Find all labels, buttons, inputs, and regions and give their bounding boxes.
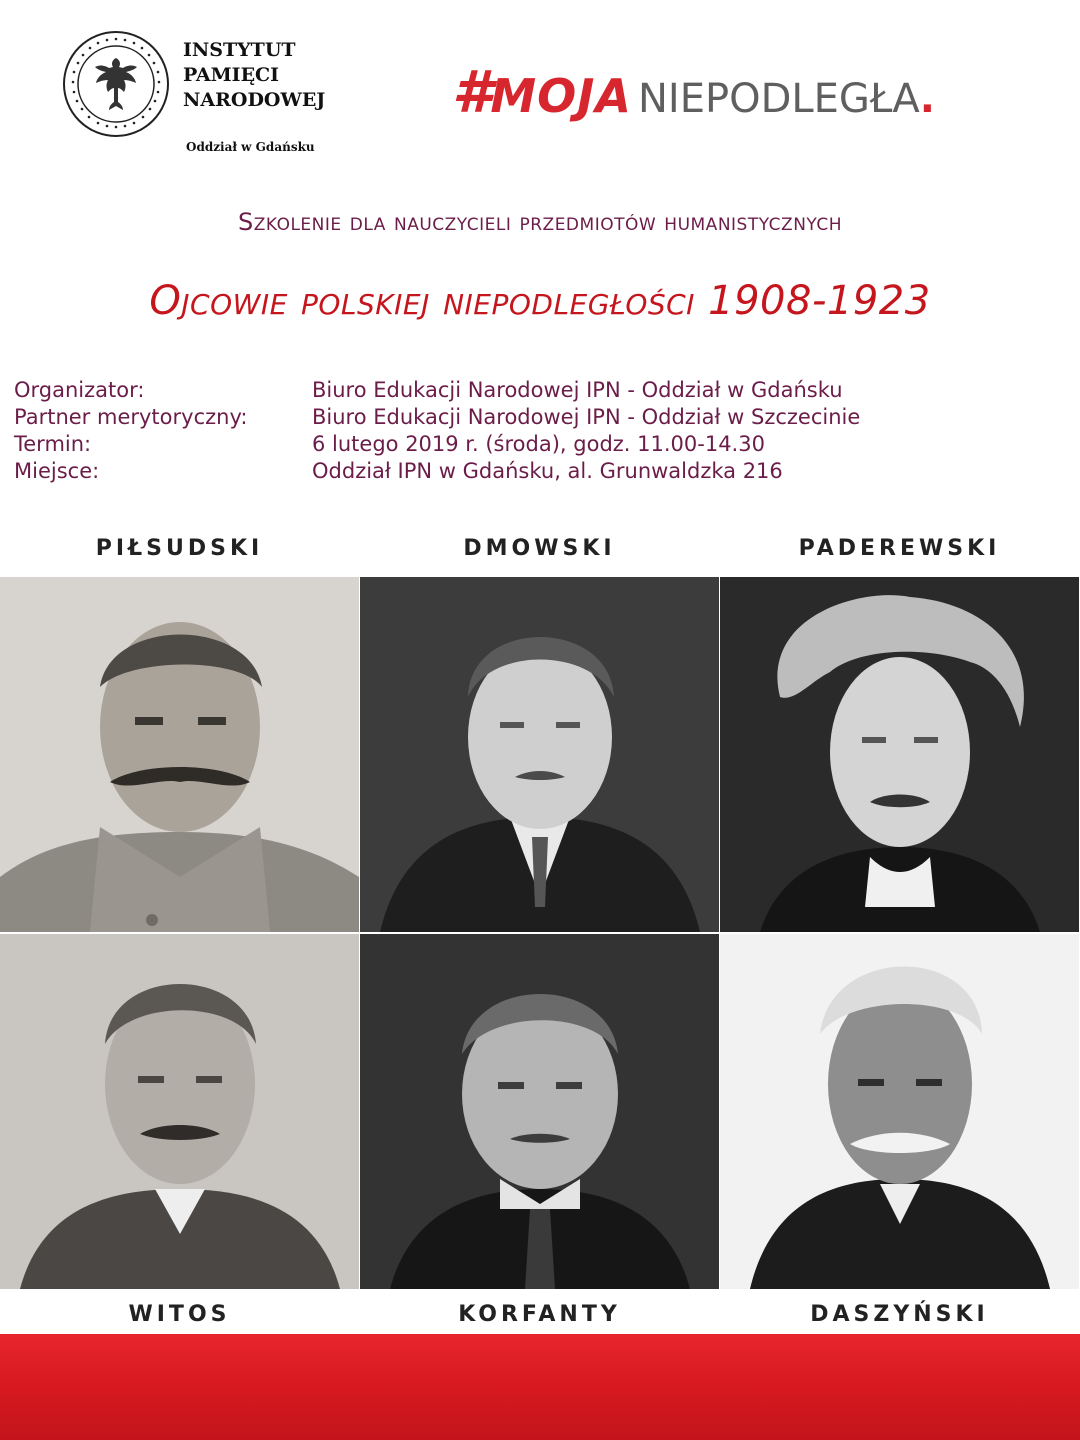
portrait-paderewski	[720, 577, 1079, 932]
info-label: Partner merytoryczny:	[14, 405, 248, 429]
brand-dot: .	[919, 76, 935, 122]
institute-name	[183, 38, 325, 113]
info-label: Miejsce:	[14, 459, 100, 483]
portrait-dmowski	[360, 577, 719, 932]
info-value: Biuro Edukacji Narodowej IPN - Oddział w Szczecinie	[312, 405, 861, 429]
event-subtitle: Szkolenie dla nauczycieli przedmiotów humanistycznych	[237, 208, 843, 236]
info-value: 6 lutego 2019 r. (środa), godz. 11.00-14.30	[312, 432, 765, 456]
ipn-seal-logo	[62, 30, 170, 138]
name-korfanty: KORFANTY	[458, 1302, 621, 1327]
institute-name-line-3: NARODOWEJ	[183, 89, 326, 111]
name-dmowski: DMOWSKI	[463, 536, 616, 561]
name-daszynski: DASZYŃSKI	[810, 1302, 989, 1327]
portrait-witos	[0, 934, 359, 1289]
bottom-red-band	[0, 1334, 1080, 1440]
portrait-pilsudski	[0, 577, 359, 932]
brand-niepodlegla: NIEPODLEGŁA	[637, 76, 920, 122]
portrait-daszynski	[720, 934, 1079, 1289]
portrait-korfanty	[360, 934, 719, 1289]
name-paderewski: PADEREWSKI	[798, 536, 1001, 561]
institute-branch: Oddział w Gdańsku	[186, 140, 315, 154]
info-label: Organizator:	[14, 378, 145, 402]
institute-name-line-2: PAMIĘCI	[183, 64, 280, 86]
info-value: Oddział IPN w Gdańsku, al. Grunwaldzka 216	[312, 459, 783, 483]
info-label: Termin:	[14, 432, 92, 456]
name-witos: WITOS	[128, 1302, 231, 1327]
institute-name-line-1: INSTYTUT	[183, 39, 296, 61]
info-value: Biuro Edukacji Narodowej IPN - Oddział w Gdańsku	[312, 378, 843, 402]
brand-hash: #	[452, 58, 491, 126]
moja-niepodlegla-logo	[452, 58, 935, 126]
name-pilsudski: PIŁSUDSKI	[95, 536, 264, 561]
event-title: Ojcowie polskiej niepodległości 1908-1923	[149, 278, 931, 324]
brand-moja: MOJA	[490, 69, 632, 123]
